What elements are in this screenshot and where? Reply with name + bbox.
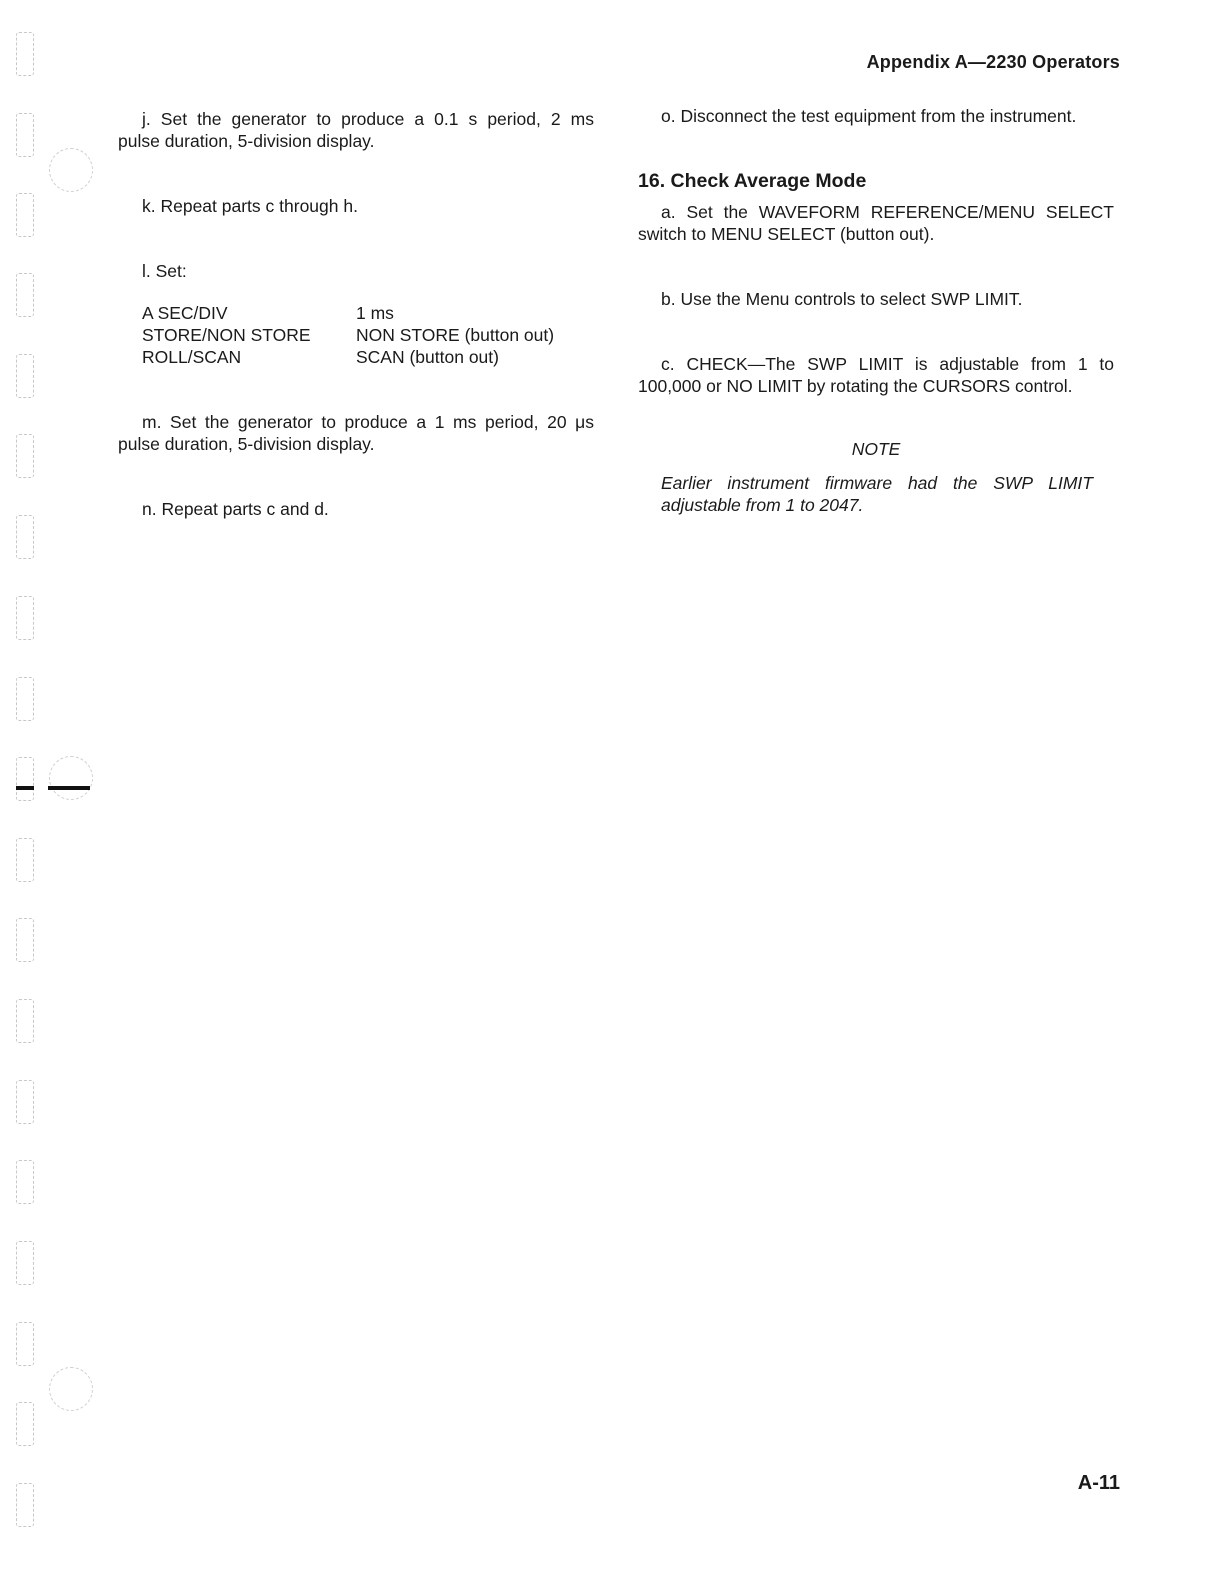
step-m-line1: m. Set the generator to produce a 1 ms period, 20 μs xyxy=(142,412,594,432)
tab-marker xyxy=(16,786,34,790)
settings-row xyxy=(142,324,554,346)
binder-hole xyxy=(16,1160,34,1204)
page-header: Appendix A—2230 Operators xyxy=(866,52,1120,72)
step-a-line2: switch to MENU SELECT (button out). xyxy=(638,224,935,244)
binder-hole xyxy=(16,1322,34,1366)
note-body xyxy=(661,472,1093,516)
setting-name: ROLL/SCAN xyxy=(142,347,242,367)
binder-hole xyxy=(16,838,34,882)
settings-row xyxy=(142,346,554,368)
punch-ring xyxy=(49,148,93,192)
section-heading: 16. Check Average Mode xyxy=(638,170,867,192)
settings-table xyxy=(142,302,554,368)
step-k: k. Repeat parts c through h. xyxy=(142,196,358,216)
note-line2: adjustable from 1 to 2047. xyxy=(661,495,864,515)
step-j-line2: pulse duration, 5-division display. xyxy=(118,131,375,151)
step-j-line1: j. Set the generator to produce a 0.1 s period, 2 ms xyxy=(142,109,594,129)
binder-hole xyxy=(16,918,34,962)
setting-value: SCAN (button out) xyxy=(356,347,499,367)
setting-name: STORE/NON STORE xyxy=(142,325,311,345)
settings-row xyxy=(142,302,554,324)
step-b: b. Use the Menu controls to select SWP LIMIT. xyxy=(661,289,1023,309)
step-n: n. Repeat parts c and d. xyxy=(142,499,329,519)
binder-hole xyxy=(16,354,34,398)
step-o: o. Disconnect the test equipment from the instrument. xyxy=(661,106,1077,126)
binder-hole xyxy=(16,1483,34,1527)
note-line1: Earlier instrument firmware had the SWP LIMIT xyxy=(661,473,1093,493)
binder-hole xyxy=(16,193,34,237)
binder-hole xyxy=(16,113,34,157)
binder-hole xyxy=(16,434,34,478)
binder-hole xyxy=(16,999,34,1043)
binder-hole xyxy=(16,1080,34,1124)
binder-hole xyxy=(16,757,34,801)
setting-value: 1 ms xyxy=(356,303,394,323)
binder-hole xyxy=(16,515,34,559)
step-c-line1: c. CHECK—The SWP LIMIT is adjustable from 1 to xyxy=(661,354,1114,374)
page-number: A-11 xyxy=(1077,1472,1120,1494)
punch-ring xyxy=(49,756,93,800)
step-c-line2: 100,000 or NO LIMIT by rotating the CURSORS control. xyxy=(638,376,1073,396)
binder-hole xyxy=(16,273,34,317)
binder-hole xyxy=(16,32,34,76)
binder-hole xyxy=(16,1402,34,1446)
step-l: l. Set: xyxy=(142,261,187,281)
binder-hole xyxy=(16,1241,34,1285)
binder-hole xyxy=(16,677,34,721)
binder-hole xyxy=(16,596,34,640)
step-a-line1: a. Set the WAVEFORM REFERENCE/MENU SELECT xyxy=(661,202,1114,222)
note-title: NOTE xyxy=(851,439,901,459)
punch-ring xyxy=(49,1367,93,1411)
setting-name: A SEC/DIV xyxy=(142,303,228,323)
tab-marker xyxy=(48,786,90,790)
setting-value: NON STORE (button out) xyxy=(356,325,555,345)
step-m-line2: pulse duration, 5-division display. xyxy=(118,434,375,454)
